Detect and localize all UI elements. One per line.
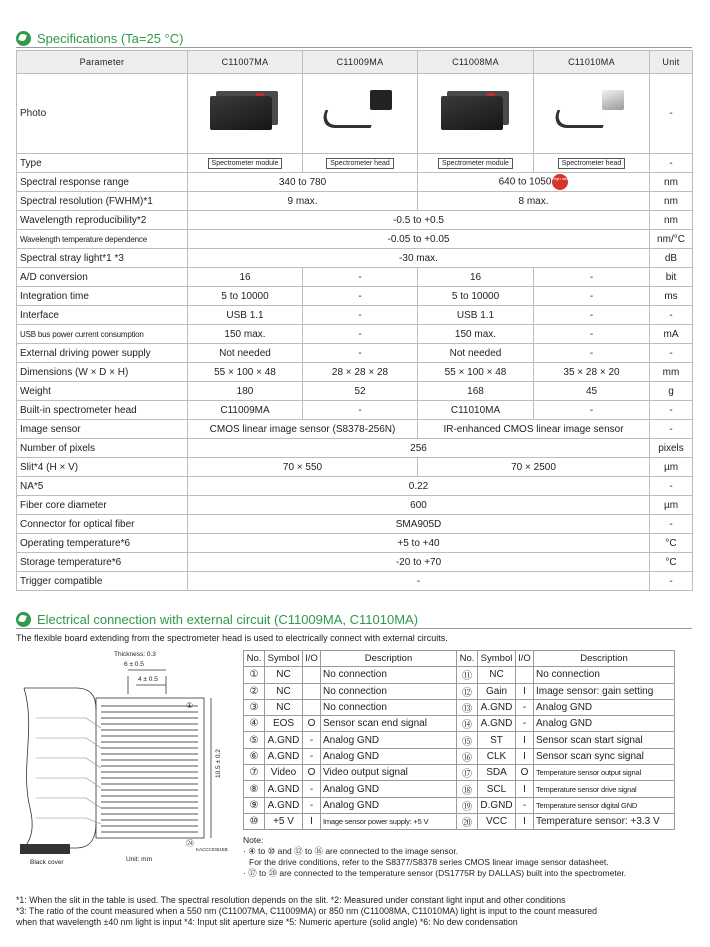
pin-description: Analog GND	[534, 699, 675, 715]
pin-io	[303, 683, 321, 699]
leaf-icon	[16, 612, 31, 627]
section-divider	[16, 628, 692, 629]
note-line: · ⑰ to ⑳ are connected to the temperature sensor (DS1775R by DALLAS) built into the spectrometer.	[243, 868, 627, 878]
value-cell: 256	[188, 439, 650, 458]
pin-no: ③	[244, 699, 265, 715]
unit-cell: bit	[650, 268, 693, 287]
pin-no: ⑩	[244, 813, 265, 829]
value-cell: 16	[418, 268, 534, 287]
row-label: Number of pixels	[17, 439, 188, 458]
pin-symbol: A.GND	[265, 797, 303, 813]
row-label: Image sensor	[17, 420, 188, 439]
value-cell: 600	[188, 496, 650, 515]
pin-description: No connection	[321, 667, 457, 683]
pin-symbol: SDA	[478, 765, 516, 781]
photo-cell	[418, 74, 534, 154]
pin-no: ②	[244, 683, 265, 699]
pin-symbol: NC	[265, 667, 303, 683]
value-cell: USB 1.1	[418, 306, 534, 325]
unit-cell: -	[650, 74, 693, 154]
pin-row	[244, 699, 675, 715]
col-parameter: Parameter	[17, 51, 188, 74]
black-cover	[20, 844, 70, 854]
pin-no: ①	[244, 667, 265, 683]
col-io: I/O	[516, 651, 534, 667]
pin-no: ⑰	[457, 765, 478, 781]
leaf-icon	[16, 31, 31, 46]
pin-row	[244, 683, 675, 699]
unit-cell: ms	[650, 287, 693, 306]
pin-io: I	[516, 748, 534, 764]
value-cell: 55 × 100 × 48	[188, 363, 303, 382]
type-label: Spectrometer module	[208, 158, 283, 169]
pin-symbol: SCL	[478, 781, 516, 797]
value-cell: -	[534, 344, 650, 363]
unit-cell: pixels	[650, 439, 693, 458]
row-label: Photo	[17, 74, 188, 154]
pin-no: ⑤	[244, 732, 265, 748]
pin-no: ⑨	[244, 797, 265, 813]
pin-io: -	[516, 716, 534, 732]
row-label: Built-in spectrometer head	[17, 401, 188, 420]
specifications-title: Specifications (Ta=25 °C)	[37, 31, 184, 46]
value-cell: -	[303, 306, 418, 325]
unit-cell: dB	[650, 249, 693, 268]
spectrometer-head-photo	[542, 84, 642, 144]
value-cell: 180	[188, 382, 303, 401]
pin-io: -	[303, 748, 321, 764]
photo-cell	[303, 74, 418, 154]
col-symbol: Symbol	[478, 651, 516, 667]
value-cell: C11009MA	[188, 401, 303, 420]
note-line: · ④ to ⑩ and ⑫ to ⑯ are connected to the image sensor.	[243, 846, 459, 856]
pin-1-label: ①	[186, 701, 194, 710]
high-nir-badge: High near IR sensitivity	[552, 174, 568, 190]
col-model-2: C11009MA	[303, 51, 418, 74]
pin-io: -	[516, 699, 534, 715]
pin-symbol: ST	[478, 732, 516, 748]
row-label: Type	[17, 154, 188, 173]
spec-row	[17, 534, 693, 553]
drawing-code: KACCC0361EB	[196, 847, 228, 852]
pin-io: -	[303, 781, 321, 797]
pin-row	[244, 667, 675, 683]
pin-symbol: A.GND	[478, 699, 516, 715]
flex-board-drawing	[16, 648, 238, 870]
pin-io	[303, 699, 321, 715]
pin-description: Sensor scan end signal	[321, 716, 457, 732]
value-cell: IR-enhanced CMOS linear image sensor	[418, 420, 650, 439]
spec-row	[17, 553, 693, 572]
black-cover-label: Black cover	[30, 859, 64, 866]
unit-cell: °C	[650, 534, 693, 553]
row-label: Slit*4 (H × V)	[17, 458, 188, 477]
pin-symbol: A.GND	[265, 732, 303, 748]
col-description: Description	[534, 651, 675, 667]
pin-row	[244, 781, 675, 797]
unit-cell: -	[650, 306, 693, 325]
pin-notes	[243, 835, 626, 879]
pin-row	[244, 716, 675, 732]
pin-symbol: EOS	[265, 716, 303, 732]
value-cell: C11010MA	[418, 401, 534, 420]
pin-no: ④	[244, 716, 265, 732]
type-row	[17, 154, 693, 173]
pin-io: I	[516, 813, 534, 829]
pin-symbol: Video	[265, 765, 303, 781]
value-cell: 5 to 10000	[418, 287, 534, 306]
pin-no: ⑪	[457, 667, 478, 683]
unit-cell: mm	[650, 363, 693, 382]
col-io: I/O	[303, 651, 321, 667]
pin-description: Temperature sensor output signal	[534, 765, 675, 781]
unit-cell: -	[650, 154, 693, 173]
pin-io: I	[303, 813, 321, 829]
pin-symbol: NC	[265, 683, 303, 699]
unit-cell: nm	[650, 192, 693, 211]
type-label: Spectrometer module	[438, 158, 513, 169]
spec-row	[17, 268, 693, 287]
spec-row	[17, 515, 693, 534]
row-label: Fiber core diameter	[17, 496, 188, 515]
pin-description: Temperature sensor digital GND	[534, 797, 675, 813]
unit-cell: -	[650, 515, 693, 534]
row-label: Dimensions (W × D × H)	[17, 363, 188, 382]
row-label: Trigger compatible	[17, 572, 188, 591]
pin-description: Analog GND	[534, 716, 675, 732]
row-label: A/D conversion	[17, 268, 188, 287]
value-cell: 35 × 28 × 20	[534, 363, 650, 382]
value-cell: -30 max.	[188, 249, 650, 268]
value-cell: -	[534, 306, 650, 325]
row-label: Interface	[17, 306, 188, 325]
unit-cell: nm	[650, 173, 693, 192]
spec-row	[17, 344, 693, 363]
unit-cell: µm	[650, 496, 693, 515]
pin-table-header	[244, 651, 675, 667]
note-title: Note:	[243, 835, 264, 845]
value-cell: 70 × 550	[188, 458, 418, 477]
pin-io	[516, 667, 534, 683]
footnote-line: when that wavelength ±40 nm light is input *4: Input slit aperture size *5: Numeric aperture (solid angle) *6: No dew condensation	[16, 917, 518, 927]
value-cell: Not needed	[418, 344, 534, 363]
pin-symbol: CLK	[478, 748, 516, 764]
row-label: Spectral response range	[17, 173, 188, 192]
pin-no: ⑬	[457, 699, 478, 715]
pin-symbol: Gain	[478, 683, 516, 699]
pin-symbol: +5 V	[265, 813, 303, 829]
value-cell: 168	[418, 382, 534, 401]
pin-row	[244, 748, 675, 764]
electrical-title: Electrical connection with external circuit (C11009MA, C11010MA)	[37, 612, 419, 627]
col-model-4: C11010MA	[534, 51, 650, 74]
spec-row	[17, 306, 693, 325]
value-cell: 8 max.	[418, 192, 650, 211]
thickness-label: Thickness: 0.3	[114, 651, 156, 658]
value-cell: USB 1.1	[188, 306, 303, 325]
pin-io: I	[516, 732, 534, 748]
wavelength-reproducibility-row	[17, 211, 693, 230]
unit-cell: -	[650, 572, 693, 591]
spectrometer-module-photo	[195, 84, 295, 144]
pin-io: O	[516, 765, 534, 781]
value-cell: -	[303, 344, 418, 363]
pin-description: Temperature sensor: +3.3 V	[534, 813, 675, 829]
value-cell: -	[534, 401, 650, 420]
pin-no: ⑦	[244, 765, 265, 781]
value-text: 640 to 1050	[498, 176, 552, 188]
unit-label: Unit: mm	[126, 856, 152, 863]
col-unit: Unit	[650, 51, 693, 74]
row-label: Connector for optical fiber	[17, 515, 188, 534]
col-symbol: Symbol	[265, 651, 303, 667]
pin-no: ⑯	[457, 748, 478, 764]
pin-no: ⑥	[244, 748, 265, 764]
value-cell: 340 to 780	[188, 173, 418, 192]
pin-description: Sensor scan sync signal	[534, 748, 675, 764]
spec-row	[17, 325, 693, 344]
unit-cell: nm/°C	[650, 230, 693, 249]
value-cell: 45	[534, 382, 650, 401]
type-label: Spectrometer head	[326, 158, 394, 169]
row-label: Operating temperature*6	[17, 534, 188, 553]
pin-description: No connection	[321, 683, 457, 699]
pin-symbol: D.GND	[478, 797, 516, 813]
pin-io: I	[516, 781, 534, 797]
specifications-table	[16, 50, 693, 591]
value-cell: -20 to +70	[188, 553, 650, 572]
col-description: Description	[321, 651, 457, 667]
row-label: Integration time	[17, 287, 188, 306]
pin-no: ⑧	[244, 781, 265, 797]
pin-description: No connection	[534, 667, 675, 683]
value-cell: 5 to 10000	[188, 287, 303, 306]
pin-symbol: A.GND	[478, 716, 516, 732]
spec-row	[17, 496, 693, 515]
electrical-heading	[16, 612, 418, 627]
dimension-label: 4 ± 0.5	[138, 676, 158, 683]
pin-description: Video output signal	[321, 765, 457, 781]
photo-cell	[534, 74, 650, 154]
pin-no: ⑮	[457, 732, 478, 748]
pin-24-label: ㉔	[186, 839, 194, 848]
pin-description: Analog GND	[321, 781, 457, 797]
pin-no: ⑫	[457, 683, 478, 699]
pin-io: -	[516, 797, 534, 813]
value-cell: -	[303, 287, 418, 306]
pin-io	[303, 667, 321, 683]
unit-cell: mA	[650, 325, 693, 344]
pin-io: I	[516, 683, 534, 699]
value-cell: 0.22	[188, 477, 650, 496]
value-cell: -	[534, 287, 650, 306]
unit-cell: -	[650, 420, 693, 439]
col-model-3: C11008MA	[418, 51, 534, 74]
spectral-resolution-row	[17, 192, 693, 211]
note-line: For the drive conditions, refer to the S8377/S8378 series CMOS linear image sensor datasheet.	[249, 857, 609, 867]
photo-row	[17, 74, 693, 154]
pin-row	[244, 797, 675, 813]
footnote-line: *1: When the slit in the table is used. The spectral resolution depends on the slit. *2: Measured under constant light input and other conditions	[16, 895, 566, 905]
pin-row	[244, 732, 675, 748]
value-cell: 150 max.	[188, 325, 303, 344]
footnotes	[16, 895, 696, 928]
pin-no: ⑳	[457, 813, 478, 829]
pin-description: Temperature sensor drive signal	[534, 781, 675, 797]
col-model-1: C11007MA	[188, 51, 303, 74]
pin-io: O	[303, 765, 321, 781]
value-cell: Not needed	[188, 344, 303, 363]
value-cell: 52	[303, 382, 418, 401]
unit-cell: -	[650, 477, 693, 496]
dimension-label: 10.5 ± 0.2	[215, 749, 222, 778]
pin-description: Analog GND	[321, 748, 457, 764]
pin-symbol: NC	[478, 667, 516, 683]
pin-io: -	[303, 732, 321, 748]
unit-cell: -	[650, 401, 693, 420]
pin-symbol: A.GND	[265, 748, 303, 764]
section-divider	[16, 47, 692, 48]
row-label: External driving power supply	[17, 344, 188, 363]
unit-cell: -	[650, 344, 693, 363]
unit-cell: µm	[650, 458, 693, 477]
pin-description: Image sensor power supply: +5 V	[321, 813, 457, 829]
value-cell: SMA905D	[188, 515, 650, 534]
value-cell	[418, 173, 650, 192]
slit-row	[17, 458, 693, 477]
flex-board-diagram	[16, 648, 238, 870]
pin-row	[244, 813, 675, 829]
dimension-label: 6 ± 0.5	[124, 661, 144, 668]
type-label: Spectrometer head	[558, 158, 626, 169]
pin-symbol: NC	[265, 699, 303, 715]
photo-cell	[188, 74, 303, 154]
pin-symbol: A.GND	[265, 781, 303, 797]
spec-row	[17, 401, 693, 420]
spec-row	[17, 287, 693, 306]
row-label: Storage temperature*6	[17, 553, 188, 572]
value-cell: -	[534, 325, 650, 344]
spec-row	[17, 572, 693, 591]
pin-description: Sensor scan start signal	[534, 732, 675, 748]
pin-row	[244, 765, 675, 781]
value-cell: -0.5 to +0.5	[188, 211, 650, 230]
spectrometer-head-photo	[310, 84, 410, 144]
image-sensor-row	[17, 420, 693, 439]
pin-description: No connection	[321, 699, 457, 715]
pin-no: ⑲	[457, 797, 478, 813]
pin-io: O	[303, 716, 321, 732]
unit-cell: g	[650, 382, 693, 401]
row-label: Spectral resolution (FWHM)*1	[17, 192, 188, 211]
row-label: Weight	[17, 382, 188, 401]
value-cell: -	[303, 401, 418, 420]
value-cell: 55 × 100 × 48	[418, 363, 534, 382]
pin-description: Analog GND	[321, 732, 457, 748]
spec-row	[17, 363, 693, 382]
col-no: No.	[457, 651, 478, 667]
value-cell: +5 to +40	[188, 534, 650, 553]
row-label: NA*5	[17, 477, 188, 496]
value-cell: 70 × 2500	[418, 458, 650, 477]
pin-description: Image sensor: gain setting	[534, 683, 675, 699]
col-no: No.	[244, 651, 265, 667]
electrical-description: The flexible board extending from the spectrometer head is used to electrically connect with external circuits.	[16, 633, 448, 643]
unit-cell: °C	[650, 553, 693, 572]
stray-light-row	[17, 249, 693, 268]
row-label: USB bus power current consumption	[17, 325, 188, 344]
value-cell: 9 max.	[188, 192, 418, 211]
value-cell: 150 max.	[418, 325, 534, 344]
spectrometer-module-photo	[426, 84, 526, 144]
unit-cell: nm	[650, 211, 693, 230]
value-cell: -	[303, 325, 418, 344]
value-cell: -	[188, 572, 650, 591]
footnote-line: *3: The ratio of the count measured when a 550 nm (C11007MA, C11009MA) or 850 nm (C11008MA, C11010MA) light is input to the count measured	[16, 906, 598, 916]
value-cell: CMOS linear image sensor (S8378-256N)	[188, 420, 418, 439]
spectral-response-row	[17, 173, 693, 192]
pin-table	[243, 650, 675, 830]
spec-row	[17, 477, 693, 496]
row-label: Wavelength reproducibility*2	[17, 211, 188, 230]
value-cell: 28 × 28 × 28	[303, 363, 418, 382]
pixels-row	[17, 439, 693, 458]
wavelength-temperature-row	[17, 230, 693, 249]
pin-no: ⑱	[457, 781, 478, 797]
row-label: Spectral stray light*1 *3	[17, 249, 188, 268]
value-cell: -	[303, 268, 418, 287]
pin-io: -	[303, 797, 321, 813]
pin-description: Analog GND	[321, 797, 457, 813]
value-cell: 16	[188, 268, 303, 287]
spec-row	[17, 382, 693, 401]
row-label: Wavelength temperature dependence	[17, 230, 188, 249]
spec-header-row	[17, 51, 693, 74]
pin-no: ⑭	[457, 716, 478, 732]
value-cell: -	[534, 268, 650, 287]
value-cell: -0.05 to +0.05	[188, 230, 650, 249]
pin-symbol: VCC	[478, 813, 516, 829]
specifications-heading	[16, 31, 183, 46]
